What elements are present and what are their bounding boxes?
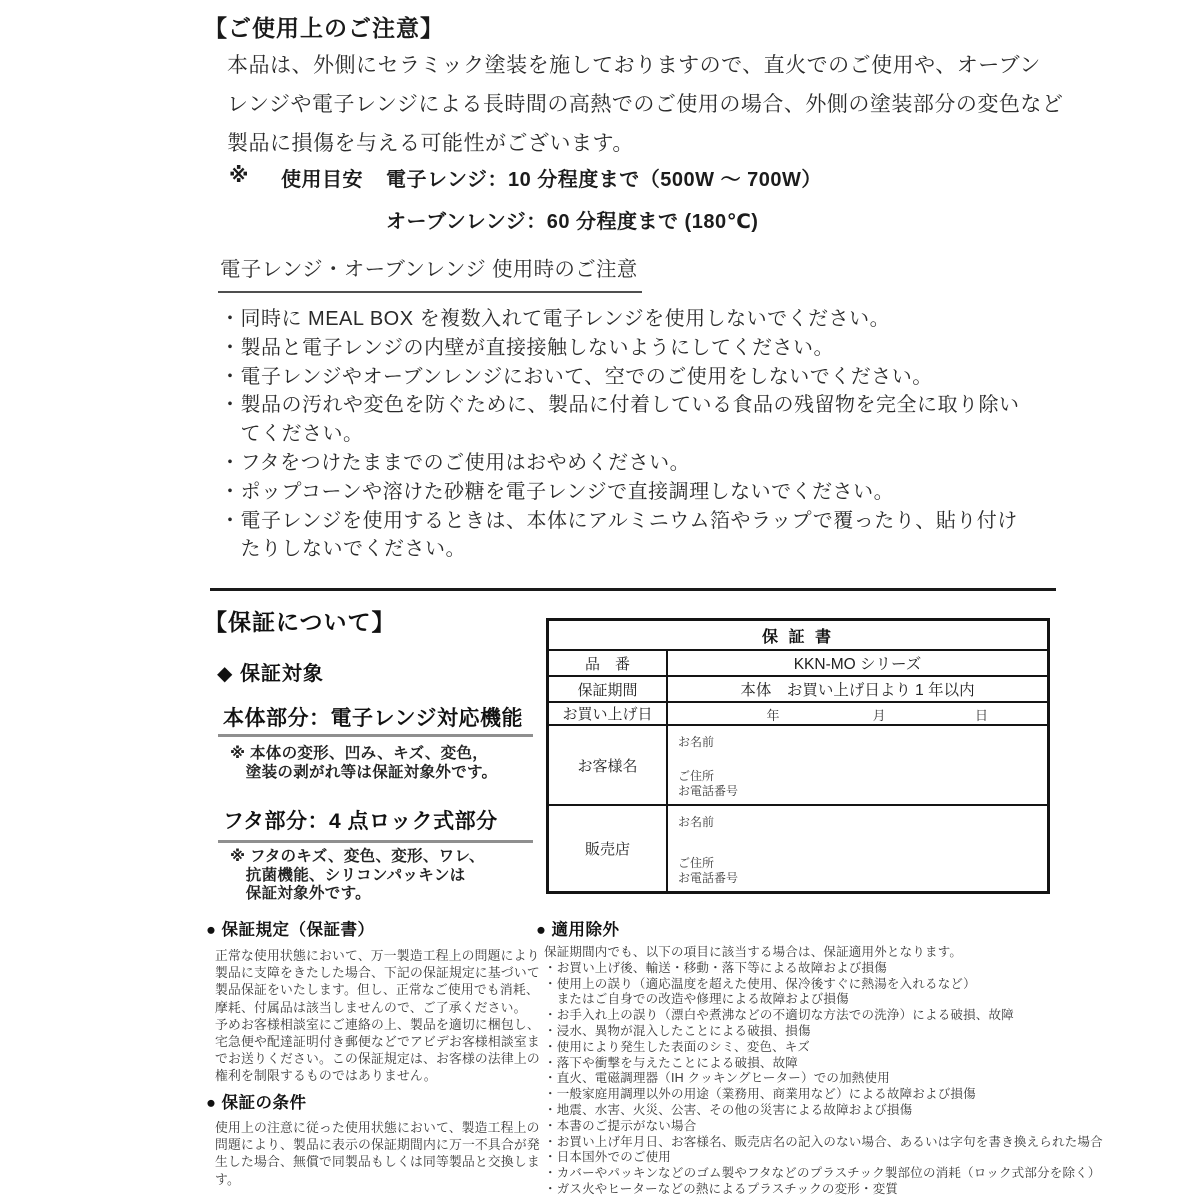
- day-label: 日: [974, 708, 988, 723]
- warranty-card: [546, 618, 1050, 894]
- product-number-value: KKN-MO シリーズ: [793, 656, 922, 673]
- product-number-label: 品 番: [549, 651, 668, 675]
- conditions-body: 使用上の注意に従った使用状態において、製造工程上の 問題により、製品に表示の保証期間内に万一不具合が発 生した場合、無償で同製品もしくは同等製品と交換しま す。: [215, 1120, 540, 1187]
- customer-phone-label: お電話番号: [678, 784, 739, 798]
- usage-subheading: 電子レンジ・オーブンレンジ 使用時のご注意: [218, 252, 642, 293]
- warranty-lid-note: ※ フタのキズ、変色、変形、ワレ、 抗菌機能、シリコンパッキンは 保証対象外です。: [230, 848, 485, 902]
- warranty-lid-heading: フタ部分：4 点ロック式部分: [223, 810, 498, 833]
- usage-precaution-list: ・同時に MEAL BOX を複数入れて電子レンジを使用しないでください。 ・製品と電子レンジの内壁が直接接触しないようにしてください。 ・電子レンジやオーブンレンジにおいて、空でのご使用をしないでください。 ・製品の汚れや変色を防ぐために、製品に付着している食品の残留物を完全に取り除い てください。 ・フタをつけたままでのご使用はおやめください。 ・ポップコーンや溶けた砂糖を電子レンジで直接調理しないでください。 ・電子レンジを使用するときは、本体にアルミニウム箔やラップで覆ったり、貼り付け たりしないでください。: [220, 308, 1020, 561]
- warranty-period-value: 本体 お買い上げ日より 1 年以内: [740, 682, 975, 699]
- warranty-title: 【保証について】: [204, 609, 396, 635]
- warranty-body-heading: 本体部分：電子レンジ対応機能: [223, 707, 523, 730]
- customer-fields: [668, 726, 1047, 804]
- warranty-card-customer-row: [549, 724, 1047, 804]
- store-label: 販売店: [549, 806, 668, 891]
- warranty-card-date-row: [549, 701, 1047, 724]
- customer-address-label: ご住所: [678, 769, 715, 783]
- usage-guide-label: 使用目安: [281, 169, 363, 191]
- store-name-label: お名前: [678, 815, 715, 829]
- usage-guide-mark: ※: [229, 165, 249, 187]
- warranty-card-period-row: [549, 675, 1047, 701]
- store-fields: [668, 806, 1047, 891]
- month-label: 月: [872, 708, 886, 723]
- usage-guide-oven: オーブンレンジ：60 分程度まで (180℃): [386, 211, 759, 233]
- section-divider: [210, 588, 1056, 591]
- store-address-label: ご住所: [678, 856, 715, 870]
- rules-heading: ● 保証規定（保証書）: [206, 921, 375, 939]
- usage-title: 【ご使用上のご注意】: [204, 15, 444, 41]
- exclusions-list: 保証期間内でも、以下の項目に該当する場合は、保証適用外となります。 ・お買い上げ後、輸送・移動・落下等による故障および損傷 ・使用上の誤り（適応温度を超えた使用、保冷後すぐに熱湯を入れるなど） またはご自身での改造や修理による故障および損傷 ・お手入れ上の誤り（漂白や煮沸などの不適切な方法での洗浄）による破損、故障 ・浸水、異物が混入したことによる破損、損傷 ・使用により発生した表面のシミ、変色、キズ ・落下や衝撃を与えたことによる破損、故障 ・直火、電磁調理器（IH クッキングヒーター）での加熱使用 ・一般家庭用調理以外の用途（業務用、商業用など）による故障および損傷 ・地震、水害、火災、公害、その他の災害による故障および損傷 ・本書のご提示がない場合 ・お買い上げ年月日、お客様名、販売店名の記入のない場合、あるいは字句を書き換えられた場合 ・日本国外でのご使用 ・カバーやパッキンなどのゴム製やフタなどのプラスチック製部位の消耗（ロック式部分を除く） ・ガス火やヒーターなどの熱によるプラスチックの変形・変質: [544, 945, 1103, 1196]
- usage-guide-microwave: 電子レンジ：10 分程度まで（500W ～ 700W）: [386, 169, 822, 191]
- warranty-body-underline: [218, 734, 533, 737]
- exclusions-heading: ● 適用除外: [536, 921, 620, 939]
- warranty-period-label: 保証期間: [549, 677, 668, 701]
- customer-label: お客様名: [549, 726, 668, 804]
- conditions-heading: ● 保証の条件: [206, 1094, 307, 1112]
- rules-body: 正常な使用状態において、万一製造工程上の問題により 製品に支障をきたした場合、下記の保証規定に基づいて 製品保証をいたします。但し、正常なご使用でも消耗、 摩耗、付属品は該当しませんので、ご了承ください。 予めお客様相談室にご連絡の上、製品を適切に梱包し、 宅急便や配達証明付き郵便などでアビデお客様相談室ま でお送りください。この保証規定は、お客様の法律上の 権利を制限するものではありません。: [215, 948, 540, 1084]
- customer-name-label: お名前: [678, 735, 715, 749]
- year-label: 年: [766, 708, 780, 723]
- warranty-card-store-row: [549, 804, 1047, 891]
- warranty-card-product-row: [549, 649, 1047, 675]
- warranty-body-note: ※ 本体の変形、凹み、キズ、変色， 塗装の剥がれ等は保証対象外です。: [230, 745, 498, 781]
- purchase-date-label: お買い上げ日: [549, 703, 668, 724]
- purchase-date-fields: [668, 703, 1047, 724]
- warranty-lid-underline: [218, 840, 533, 843]
- store-phone-label: お電話番号: [678, 871, 739, 885]
- warranty-target-heading: ◆ 保証対象: [217, 663, 324, 685]
- usage-intro: 本品は、外側にセラミック塗装を施しておりますので、直火でのご使用や、オーブン レンジや電子レンジによる長時間の高熱でのご使用の場合、外側の塗装部分の変色など 製品に損傷を与える可能性がございます。: [227, 54, 1064, 155]
- warranty-card-title: 保 証 書: [762, 628, 834, 646]
